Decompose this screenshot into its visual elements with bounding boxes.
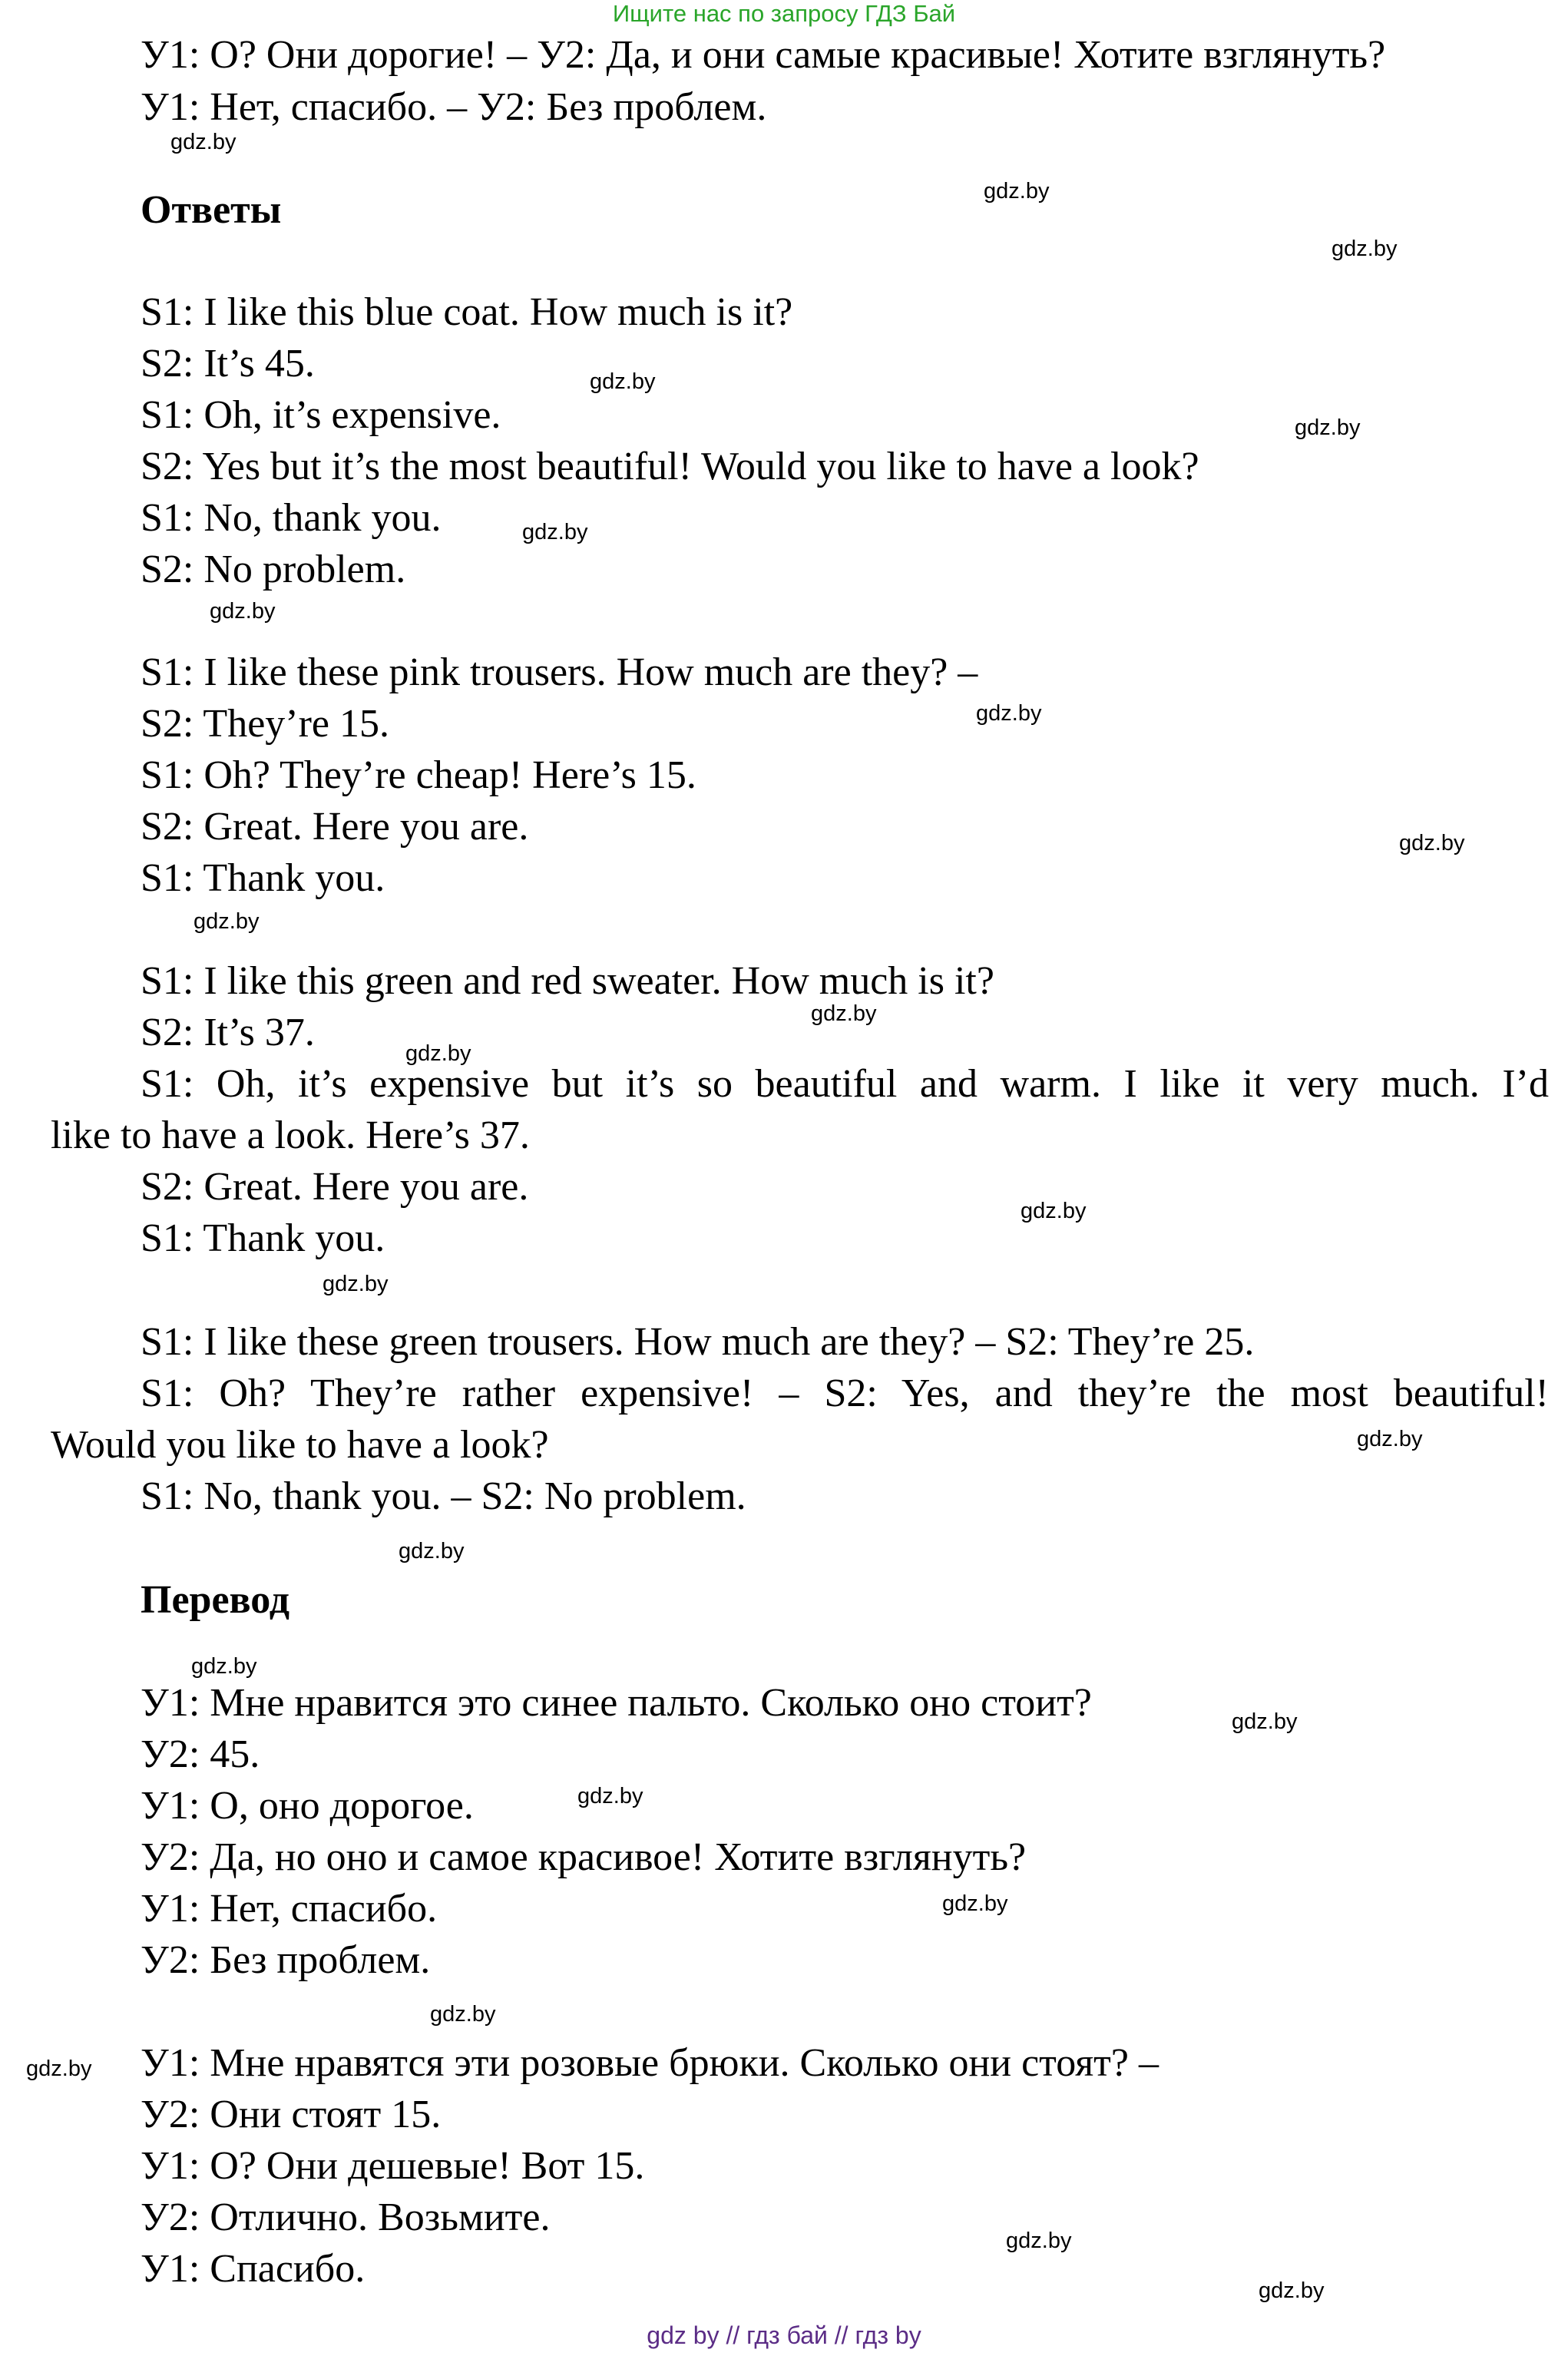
answers-d4-line-4: S1: No, thank you. – S2: No problem.	[141, 1474, 746, 1518]
answers-d1-line-3: S1: Oh, it’s expensive.	[141, 393, 501, 437]
answers-d1-line-1: S1: I like this blue coat. How much is it?	[141, 290, 793, 334]
watermark-21: gdz.by	[430, 2002, 496, 2027]
answers-d2-line-4: S2: Great. Here you are.	[141, 805, 529, 849]
translation-d1-line-1: У1: Мне нравится это синее пальто. Сколько оно стоит?	[141, 1681, 1092, 1725]
answers-d3-line-5: S2: Great. Here you are.	[141, 1165, 529, 1209]
translation-d1-line-2: У2: 45.	[141, 1732, 260, 1776]
translation-heading: Перевод	[141, 1578, 290, 1622]
watermark-9: gdz.by	[1399, 831, 1465, 855]
watermark-6: gdz.by	[522, 520, 588, 544]
answers-d3-line-1: S1: I like this green and red sweater. How much is it?	[141, 959, 994, 1003]
watermark-23: gdz.by	[1006, 2229, 1072, 2253]
watermark-22: gdz.by	[26, 2057, 92, 2081]
watermark-2: gdz.by	[984, 179, 1050, 204]
watermark-19: gdz.by	[577, 1784, 643, 1808]
translation-d2-line-4: У2: Отлично. Возьмите.	[141, 2196, 551, 2239]
watermark-4: gdz.by	[590, 369, 656, 394]
watermark-10: gdz.by	[194, 909, 260, 934]
answers-d4-line-2: S1: Oh? They’re rather expensive! – S2: Yes, and they’re the most beautiful!	[141, 1372, 1549, 1415]
watermark-15: gdz.by	[1357, 1427, 1423, 1451]
translation-d1-line-6: У2: Без проблем.	[141, 1938, 431, 1982]
intro-line-2: У1: Нет, спасибо. – У2: Без проблем.	[141, 85, 767, 129]
translation-d2-line-1: У1: Мне нравятся эти розовые брюки. Сколько они стоят? –	[141, 2041, 1159, 2085]
top-banner[interactable]: Ищите нас по запросу ГДЗ Бай	[612, 0, 956, 27]
watermark-18: gdz.by	[1232, 1709, 1298, 1734]
watermark-3: gdz.by	[1331, 237, 1398, 261]
watermark-7: gdz.by	[210, 599, 276, 624]
answers-d1-line-5: S1: No, thank you.	[141, 496, 442, 540]
watermark-12: gdz.by	[405, 1041, 471, 1066]
watermark-8: gdz.by	[976, 701, 1042, 726]
answers-d2-line-2: S2: They’re 15.	[141, 702, 389, 746]
answers-d1-line-6: S2: No problem.	[141, 548, 406, 591]
answers-d1-line-2: S2: It’s 45.	[141, 342, 315, 385]
answers-d4-line-1: S1: I like these green trousers. How much are they? – S2: They’re 25.	[141, 1320, 1255, 1364]
answers-d2-line-3: S1: Oh? They’re cheap! Here’s 15.	[141, 753, 696, 797]
answers-heading: Ответы	[141, 188, 282, 232]
watermark-1: gdz.by	[170, 130, 237, 154]
intro-line-1: У1: О? Они дорогие! – У2: Да, и они самые красивые! Хотите взглянуть?	[141, 33, 1386, 77]
translation-d1-line-3: У1: О, оно дорогое.	[141, 1784, 474, 1828]
watermark-16: gdz.by	[399, 1539, 465, 1563]
translation-d2-line-2: У2: Они стоят 15.	[141, 2093, 442, 2136]
bottom-banner[interactable]: gdz by // гдз бай // гдз by	[647, 2321, 921, 2349]
watermark-13: gdz.by	[1021, 1199, 1087, 1223]
answers-d3-line-3: S1: Oh, it’s expensive but it’s so beautiful and warm. I like it very much. I’d	[141, 1062, 1549, 1106]
translation-d2-line-3: У1: О? Они дешевые! Вот 15.	[141, 2144, 645, 2188]
watermark-20: gdz.by	[942, 1891, 1008, 1916]
answers-d1-line-4: S2: Yes but it’s the most beautiful! Would you like to have a look?	[141, 445, 1199, 488]
watermark-5: gdz.by	[1295, 415, 1361, 440]
answers-d3-line-4: like to have a look. Here’s 37.	[51, 1113, 530, 1157]
answers-d2-line-5: S1: Thank you.	[141, 856, 385, 900]
answers-d2-line-1: S1: I like these pink trousers. How much are they? –	[141, 650, 978, 694]
answers-d4-line-3: Would you like to have a look?	[51, 1423, 549, 1467]
watermark-24: gdz.by	[1259, 2278, 1325, 2303]
answers-d3-line-6: S1: Thank you.	[141, 1216, 385, 1260]
watermark-17: gdz.by	[191, 1654, 257, 1679]
answers-d3-line-2: S2: It’s 37.	[141, 1011, 315, 1054]
watermark-14: gdz.by	[323, 1272, 389, 1296]
translation-d1-line-5: У1: Нет, спасибо.	[141, 1887, 438, 1931]
watermark-11: gdz.by	[811, 1001, 877, 1026]
translation-d1-line-4: У2: Да, но оно и самое красивое! Хотите взглянуть?	[141, 1835, 1027, 1879]
translation-d2-line-5: У1: Спасибо.	[141, 2247, 366, 2291]
